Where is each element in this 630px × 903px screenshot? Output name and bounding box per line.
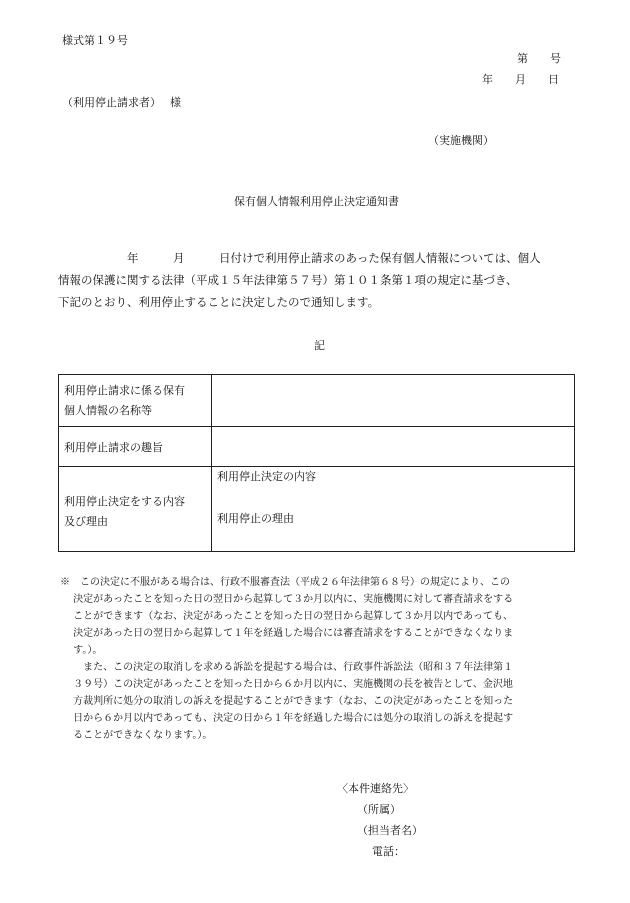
body-paragraph	[58, 247, 541, 313]
notice-section	[60, 574, 513, 744]
label-line: 利用停止決定をする内容	[64, 495, 185, 508]
cell-purpose-value	[212, 427, 575, 467]
cell-info-name-label	[59, 375, 212, 427]
label-line: 個人情報の名称等	[64, 404, 152, 417]
notice-line: 方裁判所に処分の取消しの訴えを提起することができます（なお、この決定があったことを知った	[60, 696, 514, 707]
form-number: 様式第１９号	[62, 34, 128, 47]
notice-line: 日から６か月以内であっても、決定の日から１年を経過した場合には処分の取消しの訴えを提起す	[60, 713, 514, 724]
notice-line: ※ この決定に不服がある場合は、行政不服審査法（平成２６年法律第６８号）の規定により、この	[60, 577, 510, 588]
notice-line: また、この決定の取消しを求める訴訟を提起する場合は、行政事件訴訟法（昭和３７年法律第１	[60, 662, 514, 673]
cell-info-name-value	[212, 375, 575, 427]
decision-content-label: 利用停止決定の内容	[217, 470, 316, 483]
document-number: 第 号	[517, 52, 561, 65]
document-title: 保有個人情報利用停止決定通知書	[234, 195, 399, 208]
cell-purpose-label	[59, 427, 212, 467]
notice-line: ことができます（なお、決定があったことを知った日の翌日から起算して３か月以内であっても、	[60, 611, 513, 622]
label-line: 及び理由	[64, 515, 108, 528]
body-line: 下記のとおり、利用停止することに決定したので通知します。	[58, 295, 380, 309]
notice-line: 決定があったことを知った日の翌日から起算して３か月以内に、実施機関に対して審査請求をする	[60, 594, 514, 605]
decision-reason-label: 利用停止の理由	[217, 512, 294, 525]
cell-decision-value	[212, 467, 575, 552]
label-line: 利用停止請求の趣旨	[64, 441, 163, 454]
contact-department: （所属）	[357, 803, 401, 816]
contact-phone: 電話：	[372, 845, 405, 858]
issue-date: 年 月 日	[482, 73, 559, 86]
notice-line: ３９号）この決定があったことを知った日から６か月以内に、実施機関の長を被告として、金沢地	[60, 679, 513, 690]
contact-person: （担当者名）	[357, 824, 423, 837]
contact-heading: 〈本件連絡先〉	[337, 782, 414, 795]
cell-decision-label	[59, 467, 212, 552]
addressee: （利用停止請求者） 様	[62, 96, 181, 109]
notice-line: 決定があった日の翌日から起算して１年を経過した場合には審査請求をすることができなくなりま	[60, 628, 514, 639]
decision-table	[58, 374, 575, 552]
notice-line: す。）。	[60, 645, 103, 656]
label-line: 利用停止請求に係る保有	[64, 384, 185, 397]
notice-line: ることができなくなります。）。	[60, 730, 213, 741]
issuing-agency: （実施機関）	[428, 134, 494, 147]
ki-heading: 記	[314, 339, 325, 352]
body-line: 年 月 日付けで利用停止請求のあった保有個人情報については、個人	[58, 251, 541, 265]
body-line: 情報の保護に関する法律（平成１５年法律第５７号）第１０１条第１項の規定に基づき、	[58, 273, 518, 287]
